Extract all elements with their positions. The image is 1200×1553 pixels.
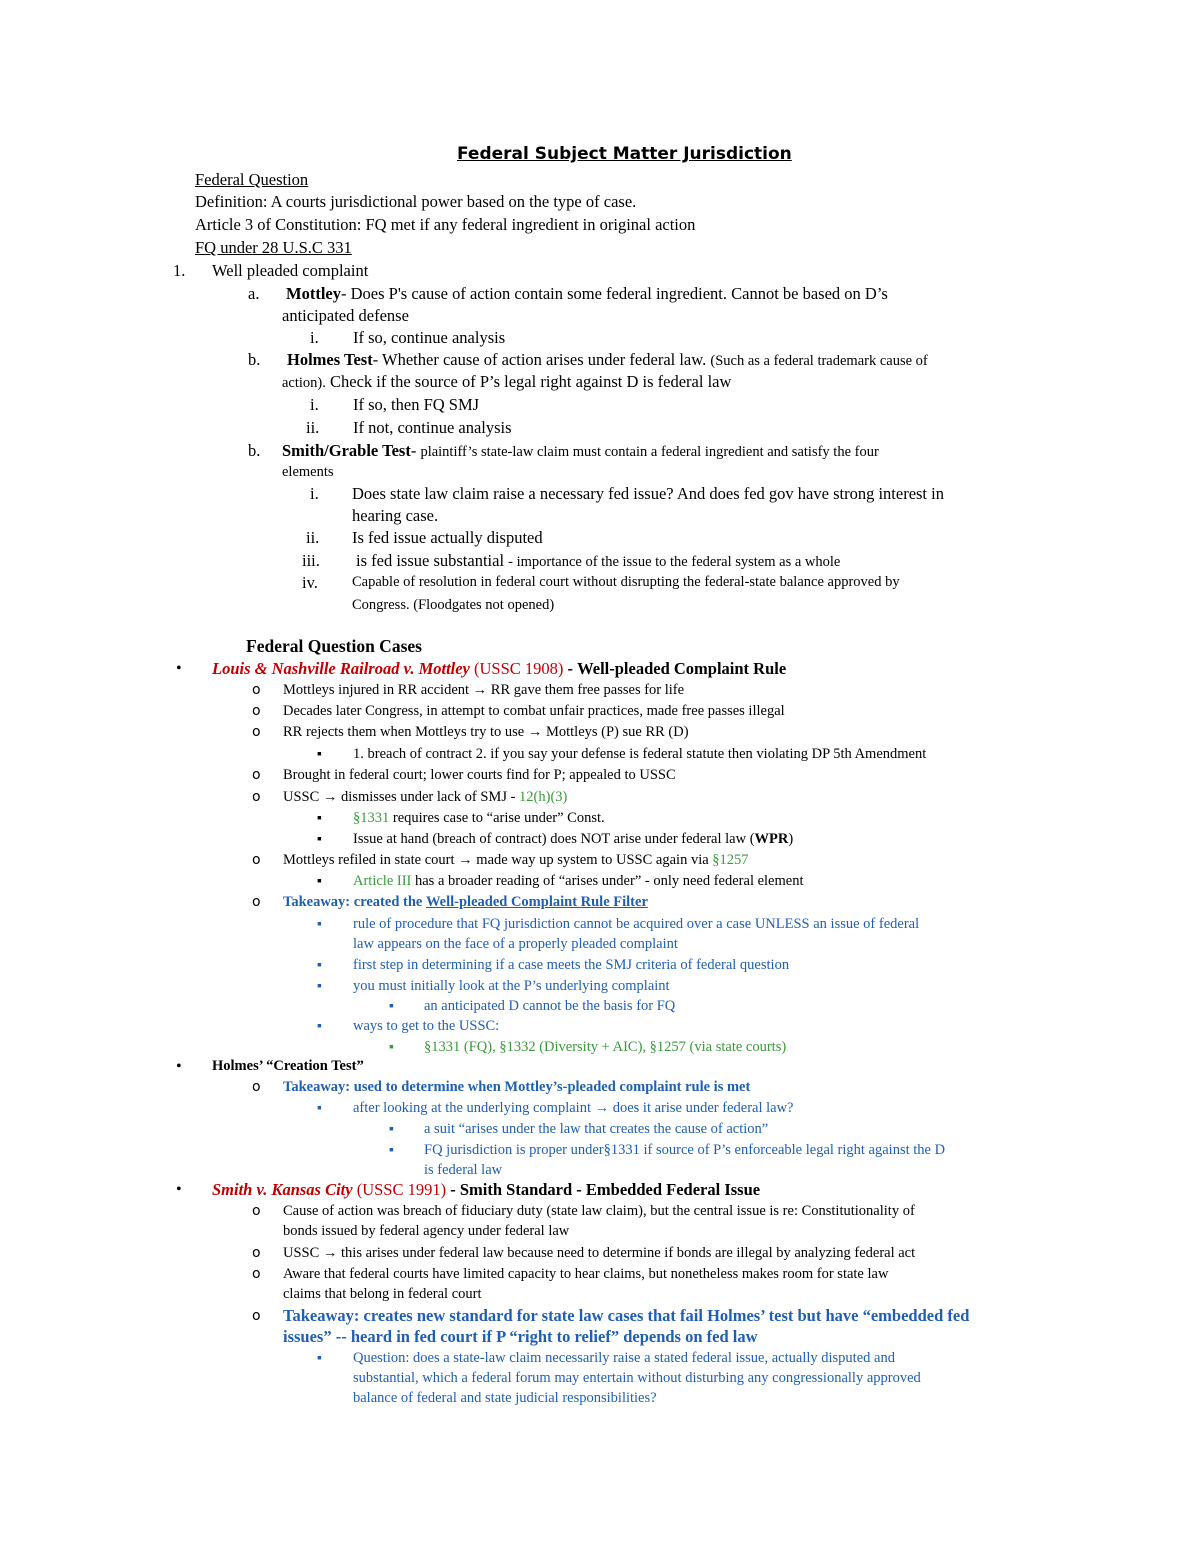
circle-bullet-icon [252,848,261,871]
ussc-dismiss: USSC → dismisses under lack of SMJ - [283,789,516,805]
case-point: Decades later Congress, in attempt to combat unfair practices, made free passes illegal [283,703,785,719]
case-court: (USSC 1908) [474,659,564,678]
mottley-label: Mottley [286,284,341,303]
circle-bullet-icon [252,763,261,786]
arise-under-text: requires case to “arise under” Const. [392,810,605,826]
case-holmes: Holmes’ “Creation Test” [212,1058,364,1074]
takeaway-smith: issues” -- heard in fed court if P “right to relief” depends on fed law [283,1327,758,1346]
holmes-text: - Whether cause of action arises under federal law. [372,350,707,369]
smith-grable-label: Smith/Grable Test [282,441,411,460]
takeaway-point: rule of procedure that FQ jurisdiction cannot be acquired over a case UNLESS an issue of federal [353,916,920,932]
case-rule: Well-pleaded Complaint Rule [577,659,787,678]
outline-roman: iii. [302,551,320,570]
takeaway-point: law appears on the face of a properly pleaded complaint [353,936,678,952]
outline-item-text: Well pleaded complaint [212,261,369,280]
circle-bullet-icon [252,785,261,808]
circle-bullet-icon [252,1199,261,1222]
takeaway-point: Question: does a state-law claim necessarily raise a stated federal issue, actually disputed and [353,1350,895,1366]
outline-number: 1. [173,261,186,280]
outline-item-text: elements [282,464,334,480]
square-bullet-icon [317,1014,322,1037]
case-point: Mottleys injured in RR accident → RR gave them free passes for life [283,682,685,698]
refiled-text: Mottleys refiled in state court → made way up system to USSC again via [283,852,709,868]
square-bullet-icon [389,1117,394,1140]
takeaway-point: ways to get to the USSC: [353,1018,500,1034]
outline-item-text: If so, then FQ SMJ [353,395,480,414]
case-subpoint [353,829,793,850]
mottley-text: - Does P's cause of action contain some federal ingredient. Cannot be based on D’s [340,284,888,303]
case-smith [212,1179,760,1200]
outline-roman: i. [310,395,319,414]
case-name: Smith v. Kansas City [212,1180,353,1199]
case-point: USSC → this arises under federal law because need to determine if bonds are illegal by analyzing federal act [283,1245,916,1261]
case-point: RR rejects them when Mottleys try to use → Mottleys (P) sue RR (D) [283,724,689,740]
outline-item-text: Capable of resolution in federal court without disrupting the federal-state balance approved by [352,574,900,590]
outline-roman: i. [310,328,319,347]
case-point [283,850,749,871]
square-bullet-icon [317,974,322,997]
circle-bullet-icon [252,699,261,722]
case-subpoint: 1. breach of contract 2. if you say your defense is federal statute then violating DP 5th Amendment [353,746,927,762]
square-bullet-icon [317,806,322,829]
smith-grable-dash: - [410,441,417,460]
circle-bullet-icon [252,678,261,701]
case-point: Brought in federal court; lower courts find for P; appealed to USSC [283,767,676,783]
wpr-label: WPR [754,831,789,847]
case-name: Louis & Nashville Railroad v. Mottley [212,659,470,678]
outline-item-holmes [287,349,928,372]
outline-item-text: Does state law claim raise a necessary fed issue? And does fed gov have strong interest in [352,484,944,503]
takeaway-subpoint: FQ jurisdiction is proper under§1331 if source of P’s enforceable legal right against the D [424,1142,946,1158]
outline-roman: iv. [302,573,318,592]
takeaway-smith: Takeaway: creates new standard for state law cases that fail Holmes’ test but have “embedded fed [283,1306,970,1325]
outline-item-smith-grable [282,440,879,463]
issue-text: Issue at hand (breach of contract) does NOT arise under federal law ( [353,831,755,847]
takeaway-subpoint: a suit “arises under the law that creates the cause of action” [424,1121,769,1137]
circle-bullet-icon [252,890,261,913]
holmes-label: Holmes Test [287,350,373,369]
holmes-note: (Such as a federal trademark cause of [710,353,928,369]
takeaway-point: you must initially look at the P’s underlying complaint [353,978,670,994]
definition-line: Definition: A courts jurisdictional power based on the type of case. [195,192,637,211]
holmes-text-2: Check if the source of P’s legal right against D is federal law [330,372,732,391]
square-bullet-icon [317,912,322,935]
case-point: bonds issued by federal agency under federal law [283,1223,570,1239]
case-rule: Smith Standard - Embedded Federal Issue [459,1180,761,1199]
outline-roman: ii. [306,418,320,437]
takeaway-subpoint: an anticipated D cannot be the basis for FQ [424,998,676,1014]
case-sep: - [450,1180,456,1199]
outline-item-text: If so, continue analysis [353,328,506,347]
substantial-note: - importance of the issue to the federal system as a whole [508,554,841,570]
circle-bullet-icon [252,1241,261,1264]
statute-cite: §1257 [712,852,749,868]
article-cite: Article III [353,873,412,889]
case-court: (USSC 1991) [356,1180,447,1199]
outline-letter: b. [248,441,261,460]
takeaway-text: Takeaway: created the [283,894,423,910]
bullet-icon [176,1055,182,1077]
outline-item-text: If not, continue analysis [353,418,512,437]
square-bullet-icon [317,1096,322,1119]
rule-cite: 12(h)(3) [519,789,568,805]
outline-roman: ii. [306,528,320,547]
case-sep: - [567,659,574,678]
square-bullet-icon [389,1138,394,1161]
outline-item-text: Is fed issue actually disputed [352,528,543,547]
section-heading-federal-question: Federal Question [195,170,309,189]
outline-item-text: Congress. (Floodgates not opened) [352,597,555,613]
case-point [283,787,567,808]
holmes-note-end: action). [282,375,326,391]
fq-under-heading: FQ under 28 U.S.C 331 [195,238,352,257]
square-bullet-icon [317,1346,322,1369]
takeaway-point: substantial, which a federal forum may entertain without disturbing any congressionally approved [353,1370,921,1386]
square-bullet-icon [317,827,322,850]
substantial-text: is fed issue substantial [356,551,505,570]
cases-heading: Federal Question Cases [246,636,422,656]
statute-cite: §1331 [353,810,390,826]
square-bullet-icon [317,953,322,976]
circle-bullet-icon [252,1262,261,1285]
wpr-filter-link[interactable]: Well-pleaded Complaint Rule Filter [425,894,648,910]
case-point: claims that belong in federal court [283,1286,482,1302]
takeaway-mottley [283,892,648,913]
smith-grable-text: plaintiff’s state-law claim must contain a federal ingredient and satisfy the four [420,444,879,460]
takeaway-subpoint: is federal law [424,1162,503,1178]
page-title: Federal Subject Matter Jurisdiction [457,144,792,164]
case-mottley [212,658,786,679]
case-point: Aware that federal courts have limited capacity to hear claims, but nonetheless makes room for state law [283,1266,889,1282]
issue-text-end: ) [788,831,794,847]
circle-bullet-icon [252,720,261,743]
square-bullet-icon [317,742,322,765]
takeaway-holmes: Takeaway: used to determine when Mottley’s-pleaded complaint rule is met [283,1079,751,1095]
takeaway-subpoint: §1331 (FQ), §1332 (Diversity + AIC), §1257 (via state courts) [424,1039,787,1055]
outline-item-text [282,371,731,394]
outline-item-text: anticipated defense [282,306,409,325]
takeaway-point: first step in determining if a case meets the SMJ criteria of federal question [353,957,790,973]
square-bullet-icon [389,1035,394,1058]
outline-item-mottley [286,283,888,304]
outline-roman: i. [310,484,319,503]
outline-item-text [356,550,840,573]
circle-bullet-icon [252,1075,261,1098]
case-subpoint [353,808,605,829]
outline-letter: a. [248,284,260,303]
case-point: Cause of action was breach of fiduciary duty (state law claim), but the central issue is re: Constitutionality of [283,1203,915,1219]
bullet-icon [176,657,182,679]
circle-bullet-icon [252,1304,261,1327]
takeaway-point: after looking at the underlying complaint → does it arise under federal law? [353,1100,794,1116]
square-bullet-icon [317,869,322,892]
takeaway-point: balance of federal and state judicial responsibilities? [353,1390,657,1406]
article-text: has a broader reading of “arises under” - only need federal element [415,873,804,889]
outline-letter: b. [248,350,261,369]
bullet-icon [176,1178,182,1200]
case-subpoint [353,871,804,892]
outline-item-text: hearing case. [352,506,439,525]
article3-line: Article 3 of Constitution: FQ met if any federal ingredient in original action [195,215,696,234]
square-bullet-icon [389,994,394,1017]
